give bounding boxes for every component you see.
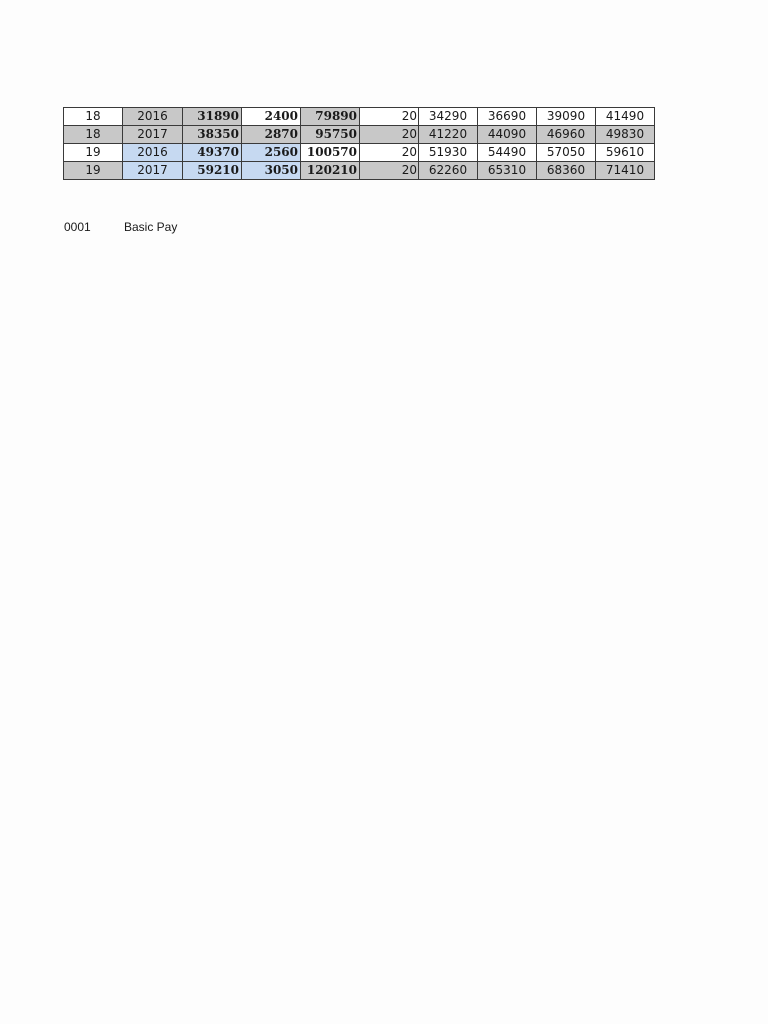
cell-step: 68360 xyxy=(537,162,596,180)
cell-year: 2017 xyxy=(123,126,183,144)
cell-step: 54490 xyxy=(478,144,537,162)
cell-pay: 49370 xyxy=(183,144,242,162)
pay-table xyxy=(63,107,655,180)
cell-grade: 2870 xyxy=(242,126,301,144)
cell-step: 41490 xyxy=(596,108,655,126)
cell-step: 65310 xyxy=(478,162,537,180)
cell-step: 34290 xyxy=(419,108,478,126)
cell-grade: 2400 xyxy=(242,108,301,126)
cell-total: 79890 xyxy=(301,108,360,126)
cell-year: 2017 xyxy=(123,162,183,180)
cell-step: 36690 xyxy=(478,108,537,126)
cell-year: 2016 xyxy=(123,144,183,162)
cell-step: 71410 xyxy=(596,162,655,180)
cell-step: 59610 xyxy=(596,144,655,162)
cell-level: 20 xyxy=(360,162,419,180)
cell-total: 120210 xyxy=(301,162,360,180)
cell-total: 95750 xyxy=(301,126,360,144)
cell-step: 44090 xyxy=(478,126,537,144)
cell-index: 18 xyxy=(64,108,123,126)
pay-code: 0001 xyxy=(64,220,91,234)
cell-index: 18 xyxy=(64,126,123,144)
cell-index: 19 xyxy=(64,162,123,180)
cell-step: 62260 xyxy=(419,162,478,180)
cell-step: 41220 xyxy=(419,126,478,144)
cell-step: 51930 xyxy=(419,144,478,162)
cell-grade: 3050 xyxy=(242,162,301,180)
cell-total: 100570 xyxy=(301,144,360,162)
cell-year: 2016 xyxy=(123,108,183,126)
cell-pay: 59210 xyxy=(183,162,242,180)
cell-level: 20 xyxy=(360,126,419,144)
cell-step: 46960 xyxy=(537,126,596,144)
cell-level: 20 xyxy=(360,144,419,162)
pay-label: Basic Pay xyxy=(124,220,178,234)
cell-step: 49830 xyxy=(596,126,655,144)
cell-step: 39090 xyxy=(537,108,596,126)
cell-index: 19 xyxy=(64,144,123,162)
cell-grade: 2560 xyxy=(242,144,301,162)
cell-step: 57050 xyxy=(537,144,596,162)
cell-level: 20 xyxy=(360,108,419,126)
table-row xyxy=(64,126,655,144)
table-row xyxy=(64,108,655,126)
table-row xyxy=(64,162,655,180)
cell-pay: 38350 xyxy=(183,126,242,144)
cell-pay: 31890 xyxy=(183,108,242,126)
table-row xyxy=(64,144,655,162)
